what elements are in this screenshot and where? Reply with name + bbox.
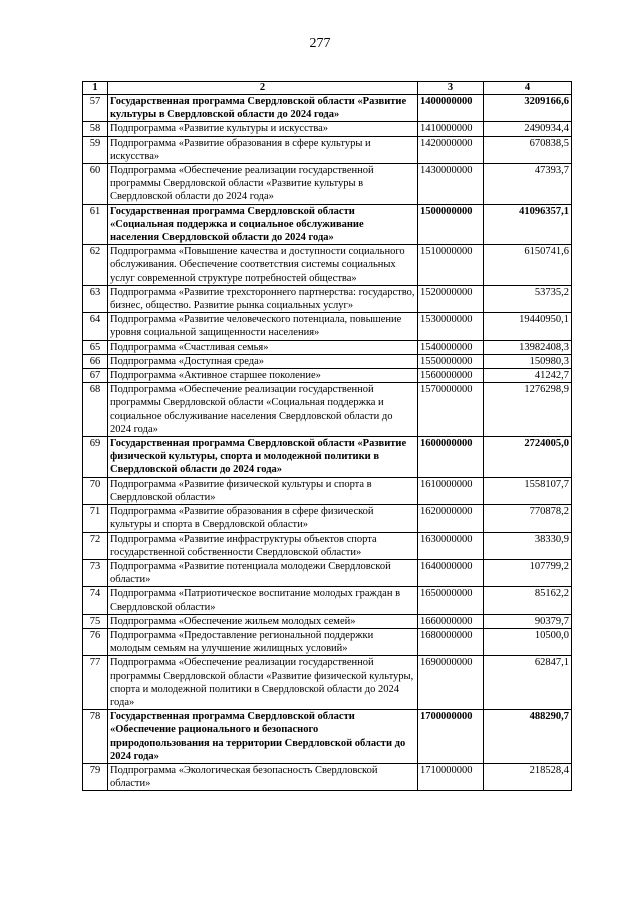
table-row	[83, 369, 572, 383]
row-code: 1560000000	[418, 369, 484, 383]
row-amount: 41096357,1	[484, 204, 572, 245]
table-header-row	[83, 82, 572, 95]
row-name: Подпрограмма «Обеспечение жильем молодых семей»	[108, 614, 418, 628]
row-code: 1420000000	[418, 136, 484, 163]
row-amount: 53735,2	[484, 285, 572, 312]
row-code: 1600000000	[418, 437, 484, 478]
row-amount: 1276298,9	[484, 383, 572, 437]
page-number: 277	[309, 36, 331, 51]
row-name: Подпрограмма «Развитие инфраструктуры объектов спорта государственной собственности Свердловской области»	[108, 532, 418, 559]
row-name: Подпрограмма «Развитие потенциала молодежи Свердловской области»	[108, 559, 418, 586]
row-number: 62	[83, 245, 108, 286]
row-name: Подпрограмма «Предоставление региональной поддержки молодым семьям на улучшение жилищных условий»	[108, 628, 418, 655]
header-col-2: 2	[108, 82, 418, 95]
row-number: 79	[83, 763, 108, 790]
table-row	[83, 628, 572, 655]
row-code: 1680000000	[418, 628, 484, 655]
table-row	[83, 559, 572, 586]
row-number: 75	[83, 614, 108, 628]
row-number: 72	[83, 532, 108, 559]
row-code: 1650000000	[418, 587, 484, 614]
row-amount: 41242,7	[484, 369, 572, 383]
header-col-4: 4	[484, 82, 572, 95]
row-name: Подпрограмма «Обеспечение реализации государственной программы Свердловской области «Развитие физической культуры, спорта и молодежной политики в Свердловской области до 2024 года»	[108, 656, 418, 710]
row-name: Подпрограмма «Обеспечение реализации государственной программы Свердловской области «Развитие культуры в Свердловской области до 2024 года»	[108, 164, 418, 205]
table-row	[83, 122, 572, 136]
row-amount: 13982408,3	[484, 340, 572, 354]
table-row	[83, 763, 572, 790]
table-row	[83, 437, 572, 478]
row-code: 1620000000	[418, 505, 484, 532]
row-name: Подпрограмма «Развитие образования в сфере культуры и искусства»	[108, 136, 418, 163]
table-row	[83, 354, 572, 368]
row-amount: 488290,7	[484, 710, 572, 764]
row-amount: 6150741,6	[484, 245, 572, 286]
row-amount: 670838,5	[484, 136, 572, 163]
row-name: Государственная программа Свердловской области «Развитие физической культуры, спорта и молодежной политики в Свердловской области до 2024 года»	[108, 437, 418, 478]
row-number: 67	[83, 369, 108, 383]
row-amount: 85162,2	[484, 587, 572, 614]
row-name: Подпрограмма «Экологическая безопасность Свердловской области»	[108, 763, 418, 790]
row-number: 70	[83, 477, 108, 504]
row-amount: 10500,0	[484, 628, 572, 655]
row-name: Подпрограмма «Развитие культуры и искусства»	[108, 122, 418, 136]
row-number: 59	[83, 136, 108, 163]
row-code: 1690000000	[418, 656, 484, 710]
table-row	[83, 710, 572, 764]
row-amount: 38330,9	[484, 532, 572, 559]
row-amount: 218528,4	[484, 763, 572, 790]
row-name: Подпрограмма «Повышение качества и доступности социального обслуживания. Обеспечение соответствия системы социальных услуг современной структуре потребностей общества»	[108, 245, 418, 286]
row-code: 1530000000	[418, 313, 484, 340]
row-code: 1660000000	[418, 614, 484, 628]
row-amount: 107799,2	[484, 559, 572, 586]
table-row	[83, 285, 572, 312]
row-name: Подпрограмма «Счастливая семья»	[108, 340, 418, 354]
row-code: 1700000000	[418, 710, 484, 764]
table-row	[83, 340, 572, 354]
row-name: Подпрограмма «Развитие человеческого потенциала, повышение уровня социальной защищенности населения»	[108, 313, 418, 340]
row-code: 1500000000	[418, 204, 484, 245]
row-amount: 3209166,6	[484, 95, 572, 122]
row-code: 1610000000	[418, 477, 484, 504]
row-amount: 2490934,4	[484, 122, 572, 136]
table-row	[83, 313, 572, 340]
row-number: 65	[83, 340, 108, 354]
table-row	[83, 383, 572, 437]
row-code: 1400000000	[418, 95, 484, 122]
row-number: 63	[83, 285, 108, 312]
table-row	[83, 204, 572, 245]
row-name: Государственная программа Свердловской области «Обеспечение рационального и безопасного природопользования на территории Свердловской области до 2024 года»	[108, 710, 418, 764]
row-number: 64	[83, 313, 108, 340]
row-number: 60	[83, 164, 108, 205]
row-number: 71	[83, 505, 108, 532]
row-code: 1410000000	[418, 122, 484, 136]
row-code: 1710000000	[418, 763, 484, 790]
row-number: 69	[83, 437, 108, 478]
row-number: 73	[83, 559, 108, 586]
table-row	[83, 614, 572, 628]
row-number: 58	[83, 122, 108, 136]
row-name: Подпрограмма «Доступная среда»	[108, 354, 418, 368]
table-row	[83, 95, 572, 122]
row-amount: 19440950,1	[484, 313, 572, 340]
row-number: 66	[83, 354, 108, 368]
row-code: 1540000000	[418, 340, 484, 354]
budget-table	[82, 81, 572, 791]
row-code: 1430000000	[418, 164, 484, 205]
table-row	[83, 505, 572, 532]
row-code: 1520000000	[418, 285, 484, 312]
row-amount: 62847,1	[484, 656, 572, 710]
row-name: Подпрограмма «Развитие трехстороннего партнерства: государство, бизнес, общество. Развитие рынка социальных услуг»	[108, 285, 418, 312]
row-code: 1630000000	[418, 532, 484, 559]
row-number: 78	[83, 710, 108, 764]
table-row	[83, 136, 572, 163]
row-amount: 47393,7	[484, 164, 572, 205]
row-number: 77	[83, 656, 108, 710]
table-row	[83, 164, 572, 205]
row-name: Государственная программа Свердловской области «Социальная поддержка и социальное обслуживание населения Свердловской области до 2024 года»	[108, 204, 418, 245]
header-col-3: 3	[418, 82, 484, 95]
row-name: Подпрограмма «Активное старшее поколение»	[108, 369, 418, 383]
row-name: Подпрограмма «Развитие образования в сфере физической культуры и спорта в Свердловской области»	[108, 505, 418, 532]
row-code: 1510000000	[418, 245, 484, 286]
row-code: 1640000000	[418, 559, 484, 586]
row-amount: 1558107,7	[484, 477, 572, 504]
header-col-1: 1	[83, 82, 108, 95]
row-name: Подпрограмма «Развитие физической культуры и спорта в Свердловской области»	[108, 477, 418, 504]
row-number: 76	[83, 628, 108, 655]
row-amount: 150980,3	[484, 354, 572, 368]
row-number: 68	[83, 383, 108, 437]
row-name: Подпрограмма «Обеспечение реализации государственной программы Свердловской области «Социальная поддержка и социальное обслуживание населения Свердловской области до 2024 года»	[108, 383, 418, 437]
table-row	[83, 245, 572, 286]
row-amount: 770878,2	[484, 505, 572, 532]
row-amount: 90379,7	[484, 614, 572, 628]
row-number: 57	[83, 95, 108, 122]
row-amount: 2724005,0	[484, 437, 572, 478]
row-code: 1570000000	[418, 383, 484, 437]
row-code: 1550000000	[418, 354, 484, 368]
row-name: Подпрограмма «Патриотическое воспитание молодых граждан в Свердловской области»	[108, 587, 418, 614]
row-number: 74	[83, 587, 108, 614]
table-row	[83, 587, 572, 614]
table-row	[83, 532, 572, 559]
row-number: 61	[83, 204, 108, 245]
row-name: Государственная программа Свердловской области «Развитие культуры в Свердловской области до 2024 года»	[108, 95, 418, 122]
table-row	[83, 656, 572, 710]
table-row	[83, 477, 572, 504]
